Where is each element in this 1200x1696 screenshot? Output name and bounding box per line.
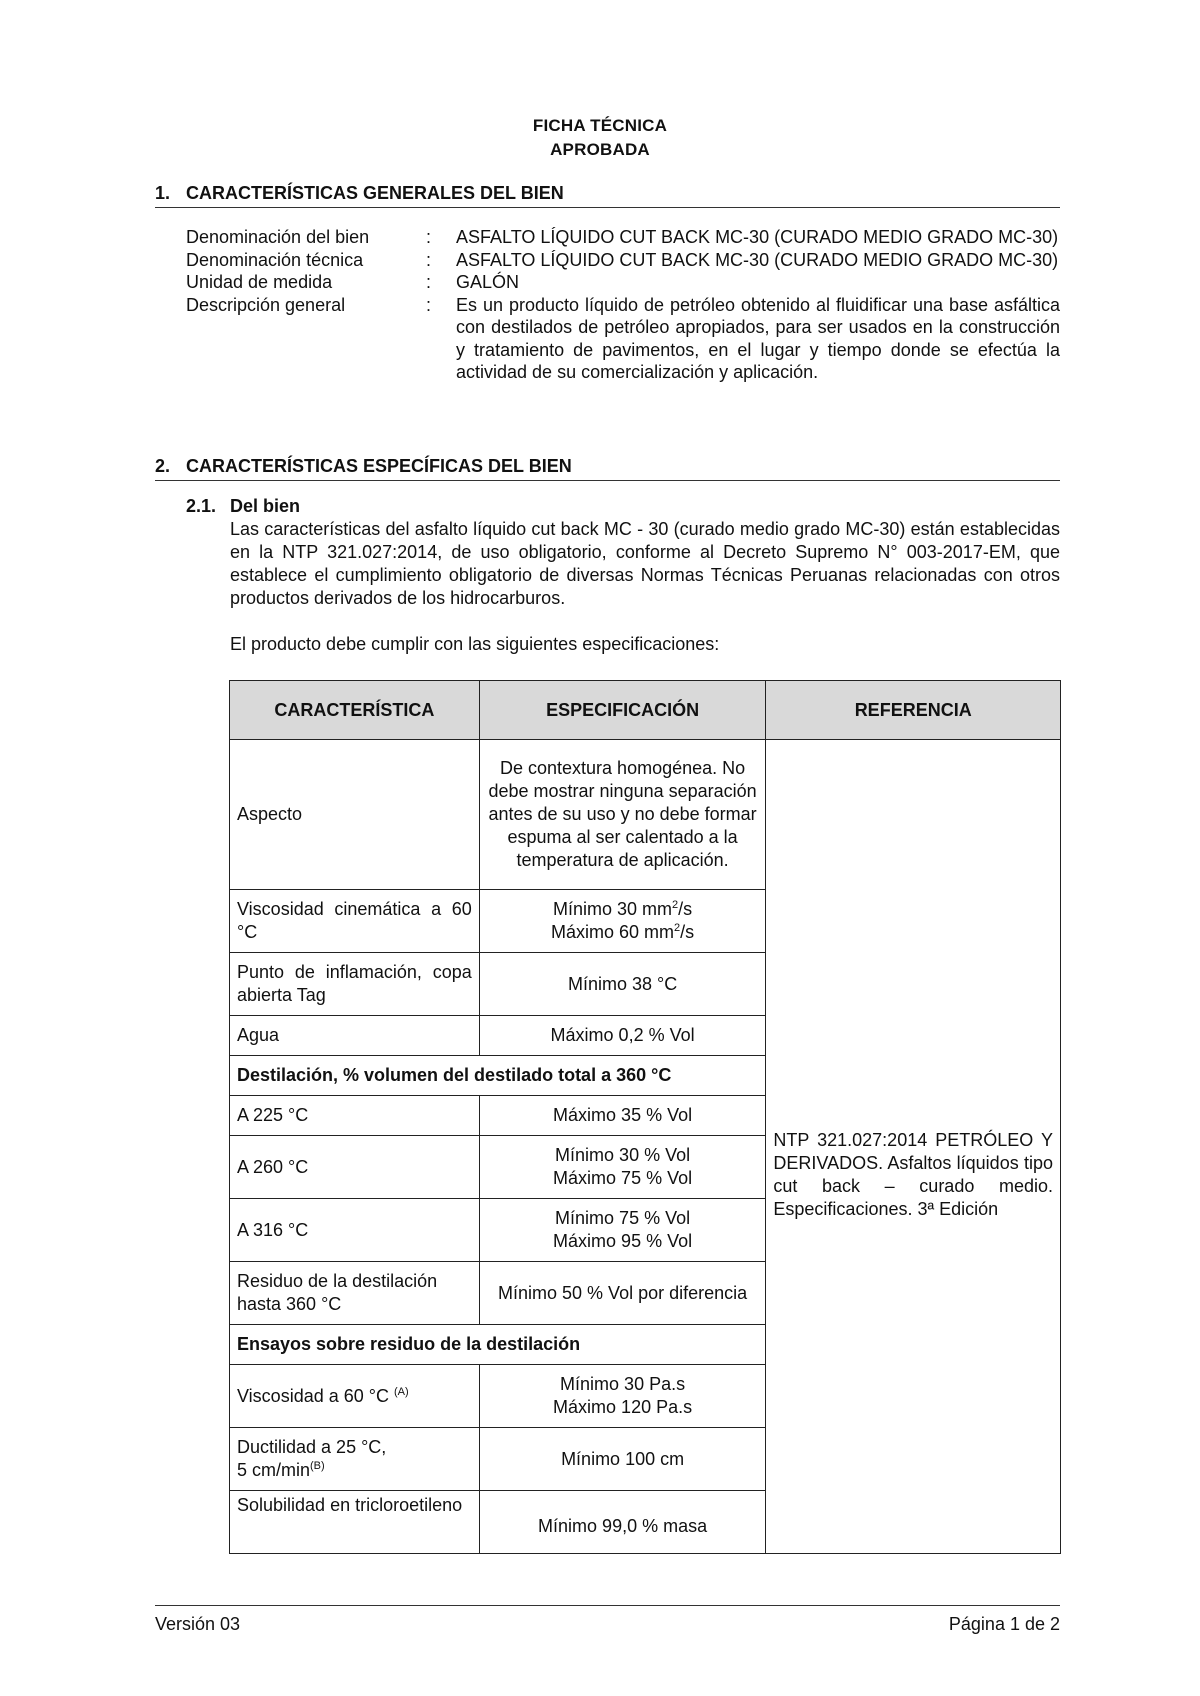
spec-max: Máximo 75 % Vol: [553, 1168, 693, 1188]
cell-specification: Mínimo 99,0 % masa: [479, 1491, 766, 1554]
row-denominacion-bien: [186, 226, 1060, 249]
colon: :: [426, 249, 432, 270]
spec-min: Mínimo 30 Pa.s: [560, 1374, 686, 1394]
label: Denominación del bien: [186, 227, 370, 247]
colon: :: [426, 272, 432, 292]
section-2-heading: [155, 455, 1060, 481]
cell-characteristic: A 316 °C: [230, 1199, 480, 1262]
footnote-marker: (B): [310, 1460, 325, 1472]
title-line-2: APROBADA: [550, 140, 650, 159]
header-referencia: REFERENCIA: [766, 681, 1061, 740]
cell-reference: NTP 321.027:2014 PETRÓLEO Y DERIVADOS. Asfaltos líquidos tipo cut back – curado medio. Especificaciones. 3ª Edición: [766, 740, 1061, 1554]
footer-page-number: Página 1 de 2: [948, 1614, 1060, 1634]
cell-specification: [479, 1136, 766, 1199]
cell-specification: De contextura homogénea. No debe mostrar ninguna separación antes de su uso y no debe formar espuma al ser calentado a la temperatura de aplicación.: [479, 740, 766, 890]
specifications-table: [229, 680, 1061, 1554]
cell-characteristic: A 260 °C: [230, 1136, 480, 1199]
spec-max: Máximo 95 % Vol: [553, 1231, 693, 1251]
section-1-title: CARACTERÍSTICAS GENERALES DEL BIEN: [186, 183, 564, 203]
section-1-number: 1.: [155, 183, 171, 203]
general-characteristics: [186, 226, 1060, 384]
subsection-heading: [186, 495, 1060, 518]
spec-max: Máximo 60 mm: [551, 922, 675, 942]
table-header-row: [230, 681, 1061, 740]
spec-unit: /s: [680, 922, 695, 942]
cell-specification: Mínimo 38 °C: [479, 953, 766, 1016]
label: Denominación técnica: [186, 249, 364, 270]
section-2-number: 2.: [155, 456, 171, 476]
subsection-paragraph: Las características del asfalto líquido cut back MC - 30 (curado medio grado MC-30) están establecidas en la NTP 321.027:2014, de uso obligatorio, conforme al Decreto Supremo N° 003-2017-EM, que establece el cumplimiento obligatorio de diversas Normas Técnicas Peruanas relacionadas con otros productos derivados de los hidrocarburos.: [230, 519, 1060, 608]
document-title: [0, 114, 1200, 162]
section-1-heading: [155, 182, 1060, 208]
header-especificacion: ESPECIFICACIÓN: [479, 681, 766, 740]
value: Es un producto líquido de petróleo obtenido al fluidificar una base asfáltica con destilados de petróleo apropiados, para ser usados en la construcción y tratamiento de pavimentos, en el lugar y tiempo donde se efectúa la actividad de su comercialización y aplicación.: [456, 294, 1060, 382]
page-footer: [155, 1605, 1060, 1635]
characteristic-line-2: 5 cm/min: [237, 1460, 311, 1480]
cell-characteristic: Residuo de la destilación hasta 360 °C: [230, 1262, 480, 1325]
cell-specification: Mínimo 50 % Vol por diferencia: [479, 1262, 766, 1325]
cell-specification: [479, 1365, 766, 1428]
cell-specification: Máximo 35 % Vol: [479, 1096, 766, 1136]
cell-characteristic: Aspecto: [230, 740, 480, 890]
spec-min: Mínimo 30 % Vol: [555, 1145, 691, 1165]
subsection-title: Del bien: [230, 496, 301, 516]
group-destilacion: Destilación, % volumen del destilado total a 360 °C: [230, 1056, 766, 1096]
value: GALÓN: [456, 272, 520, 292]
colon: :: [426, 294, 432, 315]
characteristic-line-1: Ductilidad a 25 °C,: [237, 1437, 387, 1457]
subsection-number: 2.1.: [186, 496, 217, 516]
group-ensayos: Ensayos sobre residuo de la destilación: [230, 1325, 766, 1365]
cell-characteristic: Solubilidad en tricloroetileno: [230, 1491, 480, 1554]
colon: :: [426, 227, 432, 247]
row-unidad-medida: [186, 271, 1060, 294]
cell-characteristic: A 225 °C: [230, 1096, 480, 1136]
label: Descripción general: [186, 294, 346, 315]
footnote-marker: (A): [393, 1385, 409, 1398]
cell-characteristic: Viscosidad cinemática a 60 °C: [230, 890, 480, 953]
spec-min: Mínimo 30 mm: [553, 899, 673, 919]
footer-version: Versión 03: [155, 1614, 241, 1634]
spec-unit: /s: [678, 899, 693, 919]
label: Unidad de medida: [186, 272, 333, 292]
section-2-title: CARACTERÍSTICAS ESPECÍFICAS DEL BIEN: [186, 456, 572, 476]
cell-specification: [479, 1199, 766, 1262]
subsection-2-1: [186, 495, 1060, 656]
cell-characteristic: Agua: [230, 1016, 480, 1056]
cell-characteristic: [230, 1428, 480, 1491]
spec-min: Mínimo 75 % Vol: [555, 1208, 691, 1228]
row-descripcion-general: [186, 294, 1060, 384]
cell-characteristic: [230, 1365, 480, 1428]
row-denominacion-tecnica: [186, 249, 1060, 272]
value: ASFALTO LÍQUIDO CUT BACK MC-30 (CURADO MEDIO GRADO MC-30): [456, 227, 1059, 247]
cell-specification: Máximo 0,2 % Vol: [479, 1016, 766, 1056]
value: ASFALTO LÍQUIDO CUT BACK MC-30 (CURADO MEDIO GRADO MC-30): [456, 249, 1059, 270]
spec-max: Máximo 120 Pa.s: [553, 1397, 693, 1417]
cell-characteristic: Punto de inflamación, copa abierta Tag: [230, 953, 480, 1016]
cell-specification: Mínimo 100 cm: [479, 1428, 766, 1491]
superscript: 2: [672, 899, 679, 911]
specification-intro: El producto debe cumplir con las siguientes especificaciones:: [230, 634, 720, 654]
superscript: 2: [674, 922, 681, 934]
header-caracteristica: CARACTERÍSTICA: [230, 681, 480, 740]
characteristic-text: Viscosidad a 60 °C: [237, 1385, 394, 1406]
table-row: [230, 740, 1061, 890]
title-line-1: FICHA TÉCNICA: [532, 116, 668, 135]
cell-specification: [479, 890, 766, 953]
